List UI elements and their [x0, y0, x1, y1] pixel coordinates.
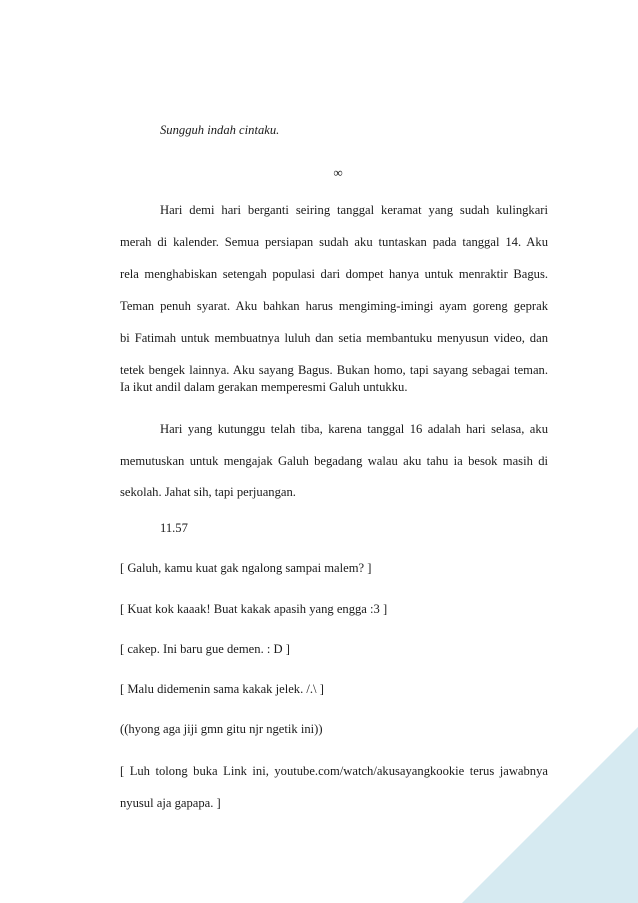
- paragraph1-line: merah di kalender. Semua persiapan sudah aku tuntaskan pada tanggal 14. Aku: [120, 235, 548, 249]
- corner-decoration: [462, 727, 638, 903]
- infinity-separator: ∞: [333, 165, 343, 180]
- paragraph1-line: Teman penuh syarat. Aku bahkan harus mengiming-imingi ayam goreng geprak: [120, 299, 548, 313]
- paragraph2-line: sekolah. Jahat sih, tapi perjuangan.: [120, 485, 296, 499]
- chat-line: [ Malu didemenin sama kakak jelek. /.\ ]: [120, 682, 324, 696]
- time-label: 11.57: [160, 521, 188, 535]
- paragraph2-line: Hari yang kutunggu telah tiba, karena tanggal 16 adalah hari selasa, aku: [160, 422, 548, 436]
- paragraph1-line: bi Fatimah untuk membuatnya luluh dan setia membantuku menyusun video, dan: [120, 331, 548, 345]
- chat-line: ((hyong aga jiji gmn gitu njr ngetik ini)): [120, 722, 323, 736]
- chat-line-long-continued: nyusul aja gapapa. ]: [120, 796, 221, 810]
- chat-line: [ Galuh, kamu kuat gak ngalong sampai malem? ]: [120, 561, 372, 575]
- paragraph1-line: Hari demi hari berganti seiring tanggal keramat yang sudah kulingkari: [160, 203, 548, 217]
- chat-line: [ cakep. Ini baru gue demen. : D ]: [120, 642, 290, 656]
- chat-line: [ Kuat kok kaaak! Buat kakak apasih yang engga :3 ]: [120, 602, 388, 616]
- paragraph2-line: memutuskan untuk mengajak Galuh begadang walau aku tahu ia besok masih di: [120, 454, 548, 468]
- paragraph1-line: rela menghabiskan setengah populasi dari dompet hanya untuk menraktir Bagus.: [120, 267, 548, 281]
- paragraph1-line: Ia ikut andil dalam gerakan memperesmi Galuh untukku.: [120, 380, 408, 394]
- chat-line-long: [ Luh tolong buka Link ini, youtube.com/watch/akusayangkookie terus jawabnya: [120, 764, 548, 778]
- opening-line: Sungguh indah cintaku.: [160, 123, 280, 137]
- paragraph1-line: tetek bengek lainnya. Aku sayang Bagus. Bukan homo, tapi sayang sebagai teman.: [120, 363, 548, 377]
